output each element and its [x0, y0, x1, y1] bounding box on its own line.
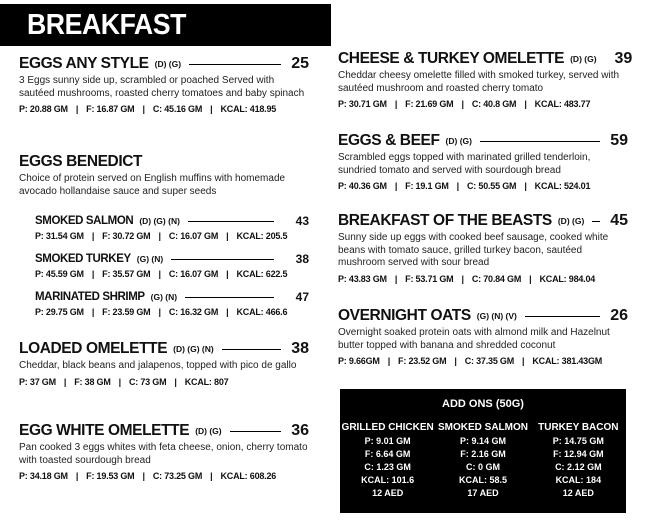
- item-price: 25: [291, 55, 309, 72]
- item-price: 38: [291, 340, 309, 357]
- separator: |: [91, 231, 95, 241]
- leader-line: [189, 64, 281, 65]
- separator: |: [142, 471, 145, 481]
- item-description: Overnight soaked protein oats with almond milk and Hazelnut butter topped with banana and shredded coconut: [338, 327, 610, 351]
- item-title-row: [338, 50, 633, 68]
- separator: |: [394, 273, 398, 284]
- addon-item: [435, 421, 530, 500]
- item-name: CHEESE & TURKEY OMELETTE: [338, 50, 565, 67]
- addon-detail: C: 0 GM: [465, 462, 500, 472]
- item-price: 36: [291, 422, 309, 439]
- addon-name: GRILLED CHICKEN: [341, 422, 434, 433]
- macro-value: P: 45.59 GM: [35, 269, 84, 279]
- macro-value: P: 30.71 GM: [338, 99, 387, 109]
- menu-item: [338, 307, 628, 366]
- nutrition-info: [19, 104, 309, 114]
- separator: |: [522, 356, 525, 366]
- addon-detail: KCAL: 101.6: [361, 475, 415, 485]
- addon-detail: 12 AED: [372, 488, 404, 498]
- macro-value: KCAL: 524.01: [534, 181, 591, 191]
- item-price: 38: [295, 252, 309, 266]
- macro-value: C: 37.35 GM: [464, 356, 515, 366]
- separator: |: [210, 104, 213, 114]
- separator: |: [456, 181, 459, 191]
- addons-panel: [340, 389, 626, 513]
- addon-item: [340, 421, 435, 500]
- macro-value: F: 23.52 GM: [398, 356, 447, 366]
- separator: |: [91, 269, 95, 279]
- item-description: Cheddar cheesy omelette filled with smoked turkey, served with sautéed mushroom and roasted cherry tomato: [338, 70, 620, 94]
- leader-line: [222, 349, 281, 350]
- macro-value: F: 30.72 GM: [102, 231, 151, 241]
- item-price: 39: [614, 50, 633, 67]
- addon-detail: KCAL: 184: [555, 475, 602, 485]
- item-name: EGGS ANY STYLE: [19, 55, 149, 72]
- nutrition-info: [35, 307, 309, 317]
- item-name: MARINATED SHRIMP: [35, 291, 145, 303]
- item-description: Cheddar, black beans and jalapenos, topped with pico de gallo: [19, 360, 297, 371]
- addon-detail: KCAL: 58.5: [458, 475, 507, 485]
- macro-value: C: 73.25 GM: [152, 471, 203, 481]
- dietary-tags: (D) (G): [557, 216, 585, 226]
- dietary-tags: (G) (N) (V): [476, 311, 517, 321]
- nutrition-info: [338, 99, 628, 109]
- dietary-tags: (G) (N): [136, 254, 164, 264]
- separator: |: [75, 471, 79, 481]
- separator: |: [91, 307, 95, 317]
- item-price: 45: [610, 212, 628, 229]
- item-price: 26: [610, 307, 628, 324]
- item-title-row: [19, 422, 309, 440]
- section-title: BREAKFAST: [27, 9, 186, 41]
- addon-detail: F: 2.16 GM: [460, 449, 506, 459]
- separator: |: [174, 376, 177, 387]
- macro-value: F: 38 GM: [74, 376, 111, 387]
- item-description: Sunny side up eggs with cooked beef sausage, cooked white beans with tomato sauce, grilled turkey bacon, sautéed mushroom served with sour bread: [338, 232, 609, 268]
- addon-detail: C: 2.12 GM: [555, 462, 602, 472]
- leader-line: [592, 221, 600, 222]
- leader-line: [188, 221, 274, 222]
- nutrition-info: [35, 269, 309, 279]
- macro-value: P: 43.83 GM: [338, 273, 387, 284]
- macro-value: F: 19.1 GM: [405, 181, 449, 191]
- nutrition-info: [338, 181, 628, 191]
- item-name: LOADED OMELETTE: [19, 340, 168, 357]
- addon-detail: 17 AED: [467, 488, 499, 498]
- addon-item: [531, 421, 626, 500]
- macro-value: F: 53.71 GM: [405, 273, 454, 284]
- macro-value: C: 45.16 GM: [152, 104, 203, 114]
- addon-detail: P: 9.01 GM: [364, 436, 411, 446]
- addon-detail: F: 6.64 GM: [364, 449, 411, 459]
- separator: |: [158, 307, 161, 317]
- addon-detail: P: 14.75 GM: [552, 436, 604, 446]
- dietary-tags: (G) (N): [150, 292, 178, 302]
- macro-value: C: 16.07 GM: [168, 231, 219, 241]
- macro-value: P: 20.88 GM: [19, 104, 68, 114]
- menu-item: [338, 132, 628, 191]
- macro-value: P: 9.66GM: [338, 356, 380, 366]
- addon-detail: C: 1.23 GM: [364, 462, 411, 472]
- addons-list: [340, 421, 626, 500]
- addon-detail: F: 12.94 GM: [553, 449, 604, 459]
- item-title-row: [35, 250, 309, 268]
- macro-value: C: 70.84 GM: [471, 273, 522, 284]
- separator: |: [461, 99, 464, 109]
- item-title-row: [19, 340, 309, 358]
- section-header: [0, 4, 331, 46]
- separator: |: [75, 104, 79, 114]
- separator: |: [63, 376, 67, 387]
- separator: |: [394, 99, 398, 109]
- item-name: BREAKFAST OF THE BEASTS: [338, 212, 552, 229]
- leader-line: [230, 431, 282, 432]
- separator: |: [394, 181, 398, 191]
- nutrition-info: [338, 274, 628, 284]
- separator: |: [158, 231, 161, 241]
- menu-item: [19, 422, 309, 481]
- macro-value: KCAL: 608.26: [220, 471, 277, 481]
- nutrition-info: [338, 356, 628, 366]
- item-description: Scrambled eggs topped with marinated grilled tenderloin, sundried tomato and served with sourdough bread: [338, 152, 591, 176]
- macro-value: F: 19.53 GM: [86, 471, 135, 481]
- item-name: OVERNIGHT OATS: [338, 307, 471, 324]
- separator: |: [210, 471, 213, 481]
- leader-line: [480, 141, 600, 142]
- macro-value: KCAL: 483.77: [534, 99, 591, 109]
- leader-line: [171, 259, 273, 260]
- dietary-tags: (D) (G) (N): [139, 216, 180, 226]
- separator: |: [118, 376, 121, 387]
- macro-value: C: 73 GM: [128, 376, 167, 387]
- macro-value: KCAL: 466.6: [236, 307, 288, 317]
- macro-value: C: 16.07 GM: [168, 269, 219, 279]
- macro-value: P: 40.36 GM: [338, 181, 387, 191]
- macro-value: P: 31.54 GM: [35, 231, 84, 241]
- item-description: Pan cooked 3 eggs whites with feta cheese, onion, cherry tomato with toasted sourdough bread: [19, 442, 308, 466]
- dietary-tags: (D) (G): [445, 136, 472, 146]
- item-title-row: [19, 153, 309, 171]
- separator: |: [142, 104, 145, 114]
- item-price: 59: [610, 132, 628, 149]
- macro-value: F: 35.57 GM: [102, 269, 151, 279]
- protein-option: [35, 288, 309, 317]
- nutrition-info: [19, 377, 309, 387]
- separator: |: [524, 181, 527, 191]
- macro-value: KCAL: 381.43GM: [532, 356, 603, 366]
- item-name: EGG WHITE OMELETTE: [19, 422, 190, 439]
- menu-item: [19, 340, 309, 387]
- macro-value: C: 16.32 GM: [168, 307, 219, 317]
- macro-value: P: 29.75 GM: [35, 307, 84, 317]
- separator: |: [158, 269, 161, 279]
- macro-value: C: 40.8 GM: [471, 99, 517, 109]
- nutrition-info: [19, 471, 309, 481]
- dietary-tags: (D) (G): [195, 426, 222, 436]
- macro-value: KCAL: 622.5: [236, 269, 288, 279]
- separator: |: [387, 356, 391, 366]
- addon-name: SMOKED SALMON: [437, 422, 528, 433]
- item-description: Choice of protein served on English muffins with homemade avocado hollandaise sauce and super seeds: [19, 173, 286, 197]
- menu-item: [338, 212, 628, 284]
- leader-line: [185, 297, 274, 298]
- separator: |: [226, 307, 229, 317]
- separator: |: [226, 231, 229, 241]
- leader-line: [525, 316, 600, 317]
- dietary-tags: (D) (G): [154, 59, 182, 69]
- macro-value: KCAL: 807: [184, 376, 229, 387]
- macro-value: P: 37 GM: [19, 376, 56, 387]
- dietary-tags: (D) (G): [570, 54, 597, 64]
- separator: |: [524, 99, 527, 109]
- protein-option: [35, 212, 309, 241]
- menu-item: [19, 153, 309, 317]
- item-name: EGGS BENEDICT: [19, 153, 143, 170]
- separator: |: [454, 356, 457, 366]
- macro-value: C: 50.55 GM: [467, 181, 517, 191]
- addons-title: ADD ONS (50G): [442, 398, 524, 410]
- item-description: 3 Eggs sunny side up, scrambled or poached Served with sautéed mushrooms, roasted cherry tomatoes and baby spinach: [19, 75, 305, 99]
- item-title-row: [35, 288, 309, 306]
- macro-value: KCAL: 984.04: [539, 273, 596, 284]
- addon-detail: 12 AED: [562, 488, 594, 498]
- item-title-row: [338, 307, 628, 325]
- macro-value: F: 21.69 GM: [405, 99, 454, 109]
- item-name: SMOKED SALMON: [35, 215, 134, 227]
- menu-item: [338, 50, 633, 109]
- item-title-row: [338, 132, 628, 150]
- menu-item: [19, 55, 309, 114]
- item-title-row: [19, 55, 309, 73]
- separator: |: [226, 269, 229, 279]
- macro-value: F: 16.87 GM: [86, 104, 135, 114]
- addon-detail: P: 9.14 GM: [459, 436, 506, 446]
- macro-value: P: 34.18 GM: [19, 471, 68, 481]
- addon-name: TURKEY BACON: [538, 422, 619, 433]
- item-name: SMOKED TURKEY: [35, 253, 131, 265]
- item-name: EGGS & BEEF: [338, 132, 440, 149]
- item-title-row: [338, 212, 628, 230]
- macro-value: KCAL: 418.95: [220, 104, 277, 114]
- dietary-tags: (D) (G) (N): [173, 344, 214, 354]
- item-title-row: [35, 212, 309, 230]
- nutrition-info: [35, 231, 309, 241]
- separator: |: [461, 273, 464, 284]
- item-price: 43: [295, 214, 309, 228]
- protein-option: [35, 250, 309, 279]
- macro-value: F: 23.59 GM: [102, 307, 151, 317]
- separator: |: [529, 273, 532, 284]
- macro-value: KCAL: 205.5: [236, 231, 288, 241]
- item-price: 47: [295, 290, 309, 304]
